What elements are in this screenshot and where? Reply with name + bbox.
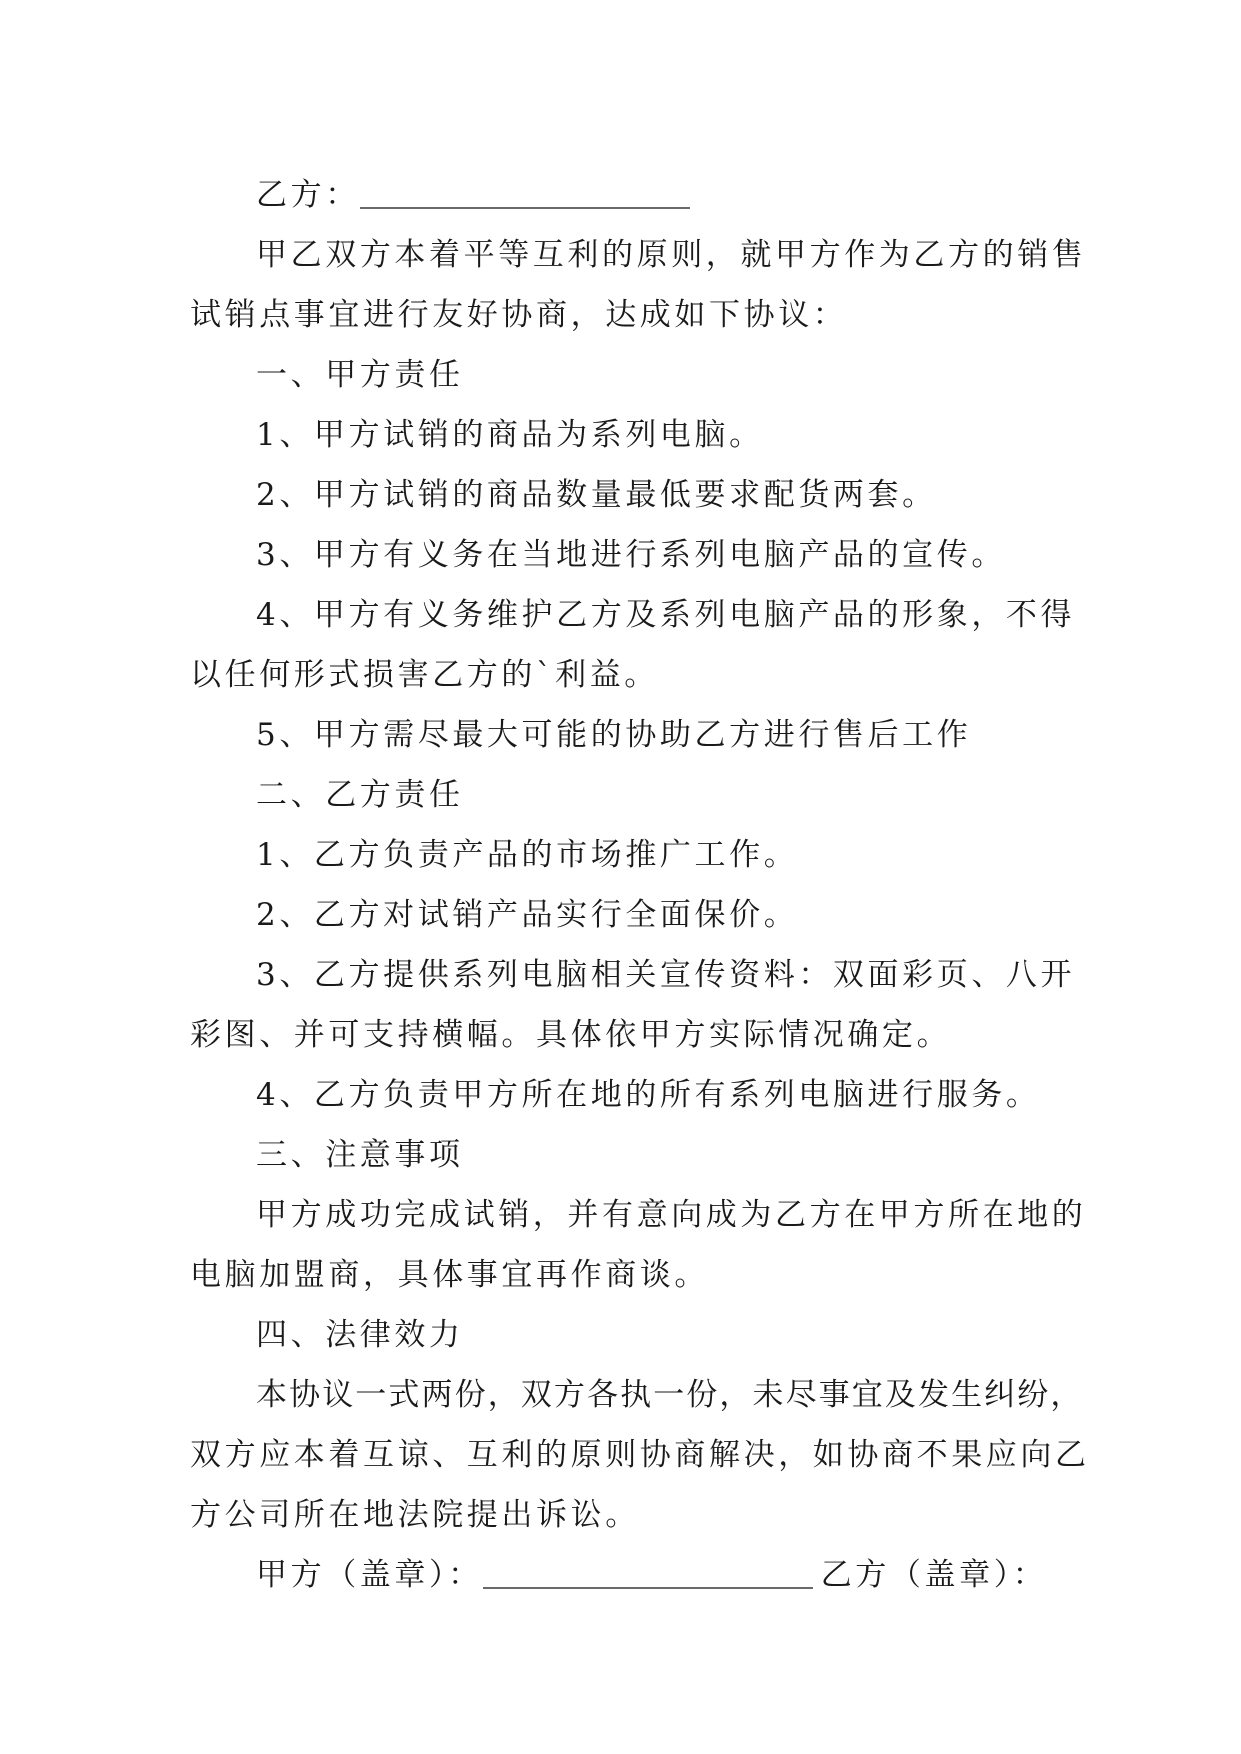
section-3-title: 三、注意事项 (256, 1137, 464, 1173)
section-1-item-1: 1、甲方试销的商品为系列电脑。 (256, 417, 764, 453)
section-2-title: 二、乙方责任 (256, 777, 464, 813)
section-2-item-3-line-1: 3、乙方提供系列电脑相关宣传资料：双面彩页、八开 (256, 957, 1076, 993)
section-2-item-2: 2、乙方对试销产品实行全面保价。 (256, 897, 799, 933)
party-a-seal-underline (483, 1587, 813, 1589)
section-2-item-4: 4、乙方负责甲方所在地的所有系列电脑进行服务。 (256, 1077, 1041, 1113)
section-1-item-4-line-1: 4、甲方有义务维护乙方及系列电脑产品的形象，不得 (256, 597, 1076, 633)
section-1-item-2: 2、甲方试销的商品数量最低要求配货两套。 (256, 477, 937, 513)
section-2-item-3-line-2: 彩图、并可支持横幅。具体依甲方实际情况确定。 (190, 1017, 952, 1053)
section-1-title: 一、甲方责任 (256, 357, 464, 393)
party-a-seal-label: 甲方（盖章）： (256, 1557, 483, 1593)
party-b-blank-underline (360, 207, 690, 209)
section-3-para-line-1: 甲方成功完成试销，并有意向成为乙方在甲方所在地的 (256, 1197, 1087, 1233)
section-4-para-line-1: 本协议一式两份，双方各执一份，未尽事宜及发生纠纷， (256, 1377, 1084, 1413)
section-2-item-1: 1、乙方负责产品的市场推广工作。 (256, 837, 799, 873)
section-4-title: 四、法律效力 (256, 1317, 464, 1353)
section-1-item-5: 5、甲方需尽最大可能的协助乙方进行售后工作 (256, 717, 972, 753)
section-3-para-line-2: 电脑加盟商，具体事宜再作商谈。 (190, 1257, 709, 1293)
document-body (190, 165, 1090, 1605)
party-b-line (190, 165, 1050, 225)
section-4-para-line-2: 双方应本着互谅、互利的原则协商解决，如协商不果应向乙 (190, 1437, 1090, 1473)
intro-line-1: 甲乙双方本着平等互利的原则，就甲方作为乙方的销售 (256, 237, 1087, 273)
party-b-label: 乙方： (256, 177, 360, 213)
section-4-para-line-3: 方公司所在地法院提出诉讼。 (190, 1497, 640, 1533)
signature-line (190, 1545, 1050, 1605)
intro-line-2: 试销点事宜进行友好协商，达成如下协议： (190, 297, 848, 333)
party-b-seal-label: 乙方（盖章）： (820, 1557, 1048, 1593)
section-1-item-3: 3、甲方有义务在当地进行系列电脑产品的宣传。 (256, 537, 1006, 573)
section-1-item-4-line-2: 以任何形式损害乙方的`利益。 (190, 657, 659, 693)
